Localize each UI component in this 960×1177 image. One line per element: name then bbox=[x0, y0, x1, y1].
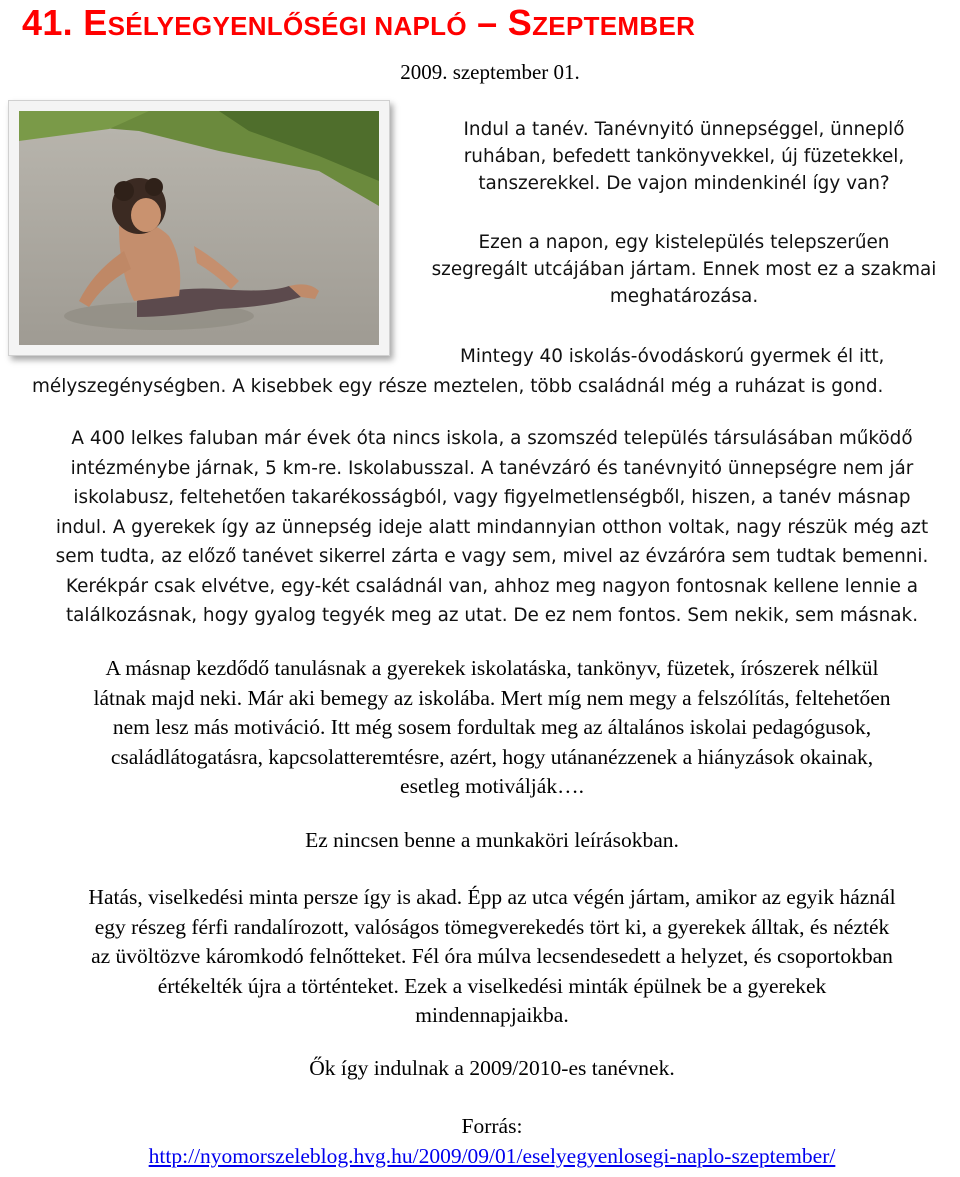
paragraph-line: indul. A gyerekek így az ünnepség ideje alatt mindannyian otthon voltak, nagy részük még azt bbox=[55, 516, 929, 538]
intro-paragraph-1 bbox=[420, 116, 948, 197]
paragraph-line: nem lesz más motiváció. Itt még sosem fordultak meg az általános iskolai pedagógusok, bbox=[112, 715, 872, 739]
intro-line: ruhában, befedett tankönyvekkel, új füzetekkel, bbox=[463, 146, 905, 167]
intro-line: Mintegy 40 iskolás-óvodáskorú gyermek él itt, bbox=[460, 346, 885, 367]
paragraph-behavior bbox=[20, 883, 960, 1031]
paragraph-line: találkozásnak, hogy gyalog tegyék meg az utat. De ez nem fontos. Sem nekik, sem másnak. bbox=[65, 605, 919, 626]
paragraph-line: intézménybe járnak, 5 km-re. Iskolabusszal. A tanévzáró és tanévnyitó ünnepségre nem jár bbox=[70, 457, 914, 479]
intro-line: Ezen a napon, egy kistelepülés telepszerűen bbox=[478, 232, 890, 253]
source-link[interactable]: http://nyomorszeleblog.hvg.hu/2009/09/01/eselyegyenlosegi-naplo-szeptember/ bbox=[148, 1143, 836, 1168]
paragraph-line: esetleg motiválják…. bbox=[400, 774, 584, 798]
title-part-1-initial: E bbox=[83, 2, 108, 43]
intro-line: mélyszegénységben. A kisebbek egy része meztelen, több családnál még a ruházat is gond. bbox=[32, 376, 884, 397]
paragraph-school-bus bbox=[20, 424, 960, 631]
paragraph-line: sem tudta, az előző tanévet sikerrel zárta e vagy sem, mivel az évzáróra sem tudtak bemenni. bbox=[55, 546, 929, 567]
paragraph-job-description bbox=[20, 826, 960, 856]
title-number: 41. bbox=[22, 2, 84, 43]
entry-date: 2009. szeptember 01. bbox=[400, 60, 580, 84]
intro-line: tanszerekkel. De vajon mindenkinél így van? bbox=[478, 173, 890, 194]
intro-line: meghatározása. bbox=[609, 286, 759, 307]
paragraph-line: egy részeg férfi randalírozott, valóságos tömegverekedés tört ki, a gyerekek álltak, és nézték bbox=[94, 914, 890, 939]
paragraph-line: Ők így indulnak a 2009/2010-es tanévnek. bbox=[309, 1056, 675, 1080]
title-part-2-rest: ZEPTEMBER bbox=[532, 11, 696, 41]
paragraph-line: A másnap kezdődő tanulásnak a gyerekek iskolatáska, tankönyv, füzetek, írószerek nélkül bbox=[105, 656, 879, 680]
paragraph-line: Kerékpár csak elvétve, egy-két családnál van, ahhoz meg nagyon fontosnak kellene lennie a bbox=[65, 575, 919, 597]
intro-paragraph-2 bbox=[420, 229, 948, 310]
photo-child-sitting-on-road-icon bbox=[19, 111, 379, 345]
paragraph-line: Hatás, viselkedési minta persze így is akad. Épp az utca végén jártam, amikor az egyik háznál bbox=[88, 885, 896, 909]
intro-line: szegregált utcájában jártam. Ennek most ez a szakmai bbox=[431, 259, 937, 280]
title-part-1-rest: SÉLYEGYENLŐSÉGI NAPLÓ bbox=[107, 11, 467, 41]
paragraph-line: mindennapjaikba. bbox=[415, 1003, 569, 1027]
paragraph-line: családlátogatásra, kapcsolatteremtésre, azért, hogy utánanézzenek a hiányzások okainak, bbox=[110, 744, 874, 769]
intro-paragraph-3 bbox=[32, 342, 932, 402]
source-block bbox=[20, 1112, 960, 1171]
title-part-2-initial: – S bbox=[466, 2, 533, 43]
page-title bbox=[22, 2, 695, 44]
paragraph-closing bbox=[20, 1054, 960, 1084]
paragraph-line: az üvöltözve káromkodó felnőtteket. Fél óra múlva lecsendesedett a helyzet, és csoportokban bbox=[91, 944, 893, 968]
paragraph-line: látnak majd neki. Már aki bemegy az iskolába. Mert míg nem megy a felszólítás, feltehetően bbox=[93, 685, 891, 710]
paragraph-line: iskolabusz, feltehetően takarékosságból, vagy figyelmetlenségből, hiszen, a tanév másnap bbox=[73, 487, 911, 508]
paragraph-line: A 400 lelkes faluban már évek óta nincs iskola, a szomszéd település társulásában működő bbox=[71, 428, 913, 449]
paragraph-line: Ez nincsen benne a munkaköri leírásokban. bbox=[305, 828, 679, 852]
intro-line: Indul a tanév. Tanévnyitó ünnepséggel, ünneplő bbox=[463, 119, 905, 140]
photo-frame bbox=[8, 100, 390, 356]
paragraph-supplies bbox=[20, 654, 960, 802]
paragraph-line: értékelték újra a történteket. Ezek a viselkedési minták épülnek be a gyerekek bbox=[157, 973, 827, 998]
source-label: Forrás: bbox=[461, 1114, 523, 1138]
